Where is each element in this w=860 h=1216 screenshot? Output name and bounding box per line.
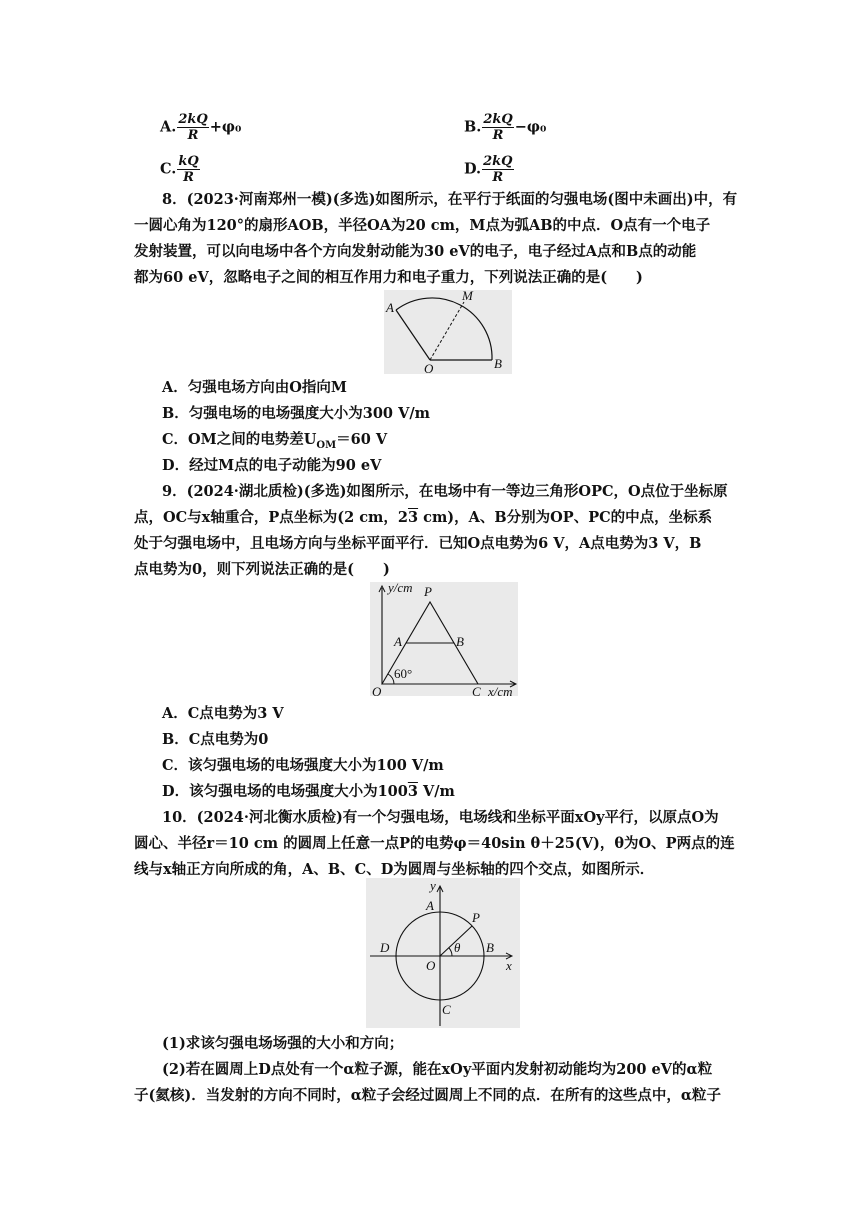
- x-axis-label: x/cm: [488, 684, 513, 699]
- q10-stem-line-1: 10．(2024·河北衡水质检)有一个匀强电场，电场线和坐标平面xOy平行，以原点O为: [162, 809, 719, 826]
- label-c: C: [442, 1002, 451, 1017]
- q8-option-b: B．匀强电场的电场强度大小为300 V/m: [162, 405, 430, 422]
- label-a: A: [426, 898, 434, 913]
- y-axis-label: y/cm: [388, 580, 413, 595]
- q10-sub-question-2-line-1: (2)若在圆周上D点处有一个α粒子源，能在xOy平面内发射初动能均为200 eV的α粒: [162, 1061, 713, 1078]
- q9-stem-line-2: 点，OC与x轴重合，P点坐标为(2 cm，23 cm)，A、B分别为OP、PC的中点，坐标系: [134, 509, 713, 526]
- label-y: y: [430, 878, 436, 893]
- q10-stem-line-3: 线与x轴正方向所成的角，A、B、C、D为圆周与坐标轴的四个交点，如图所示．: [134, 861, 655, 878]
- q8-option-d: D．经过M点的电子动能为90 eV: [162, 457, 382, 474]
- label-theta: θ: [454, 940, 461, 955]
- fraction: $\frac{2kQ}{R}$: [483, 112, 513, 143]
- q10-sub-question-2-line-2: 子(氦核)．当发射的方向不同时，α粒子会经过圆周上不同的点．在所有的这些点中，α粒子: [134, 1087, 722, 1104]
- label-o: O: [424, 361, 434, 376]
- q8-stem-line-1: 8．(2023·河南郑州一模)(多选)如图所示，在平行于纸面的匀强电场(图中未画出)中，有: [162, 191, 738, 208]
- q9-option-c: C．该匀强电场的电场强度大小为100 V/m: [162, 757, 444, 774]
- fraction: $\frac{kQ}{R}$: [178, 154, 199, 185]
- q10-sub-question-1: (1)求该匀强电场场强的大小和方向；: [162, 1035, 404, 1052]
- q8-option-c: C．OM之间的电势差$U_{OM}=60$ V: [162, 431, 388, 451]
- label-a: A: [386, 300, 394, 315]
- q9-stem-line-4: 点电势为0，则下列说法正确的是( ): [134, 561, 390, 578]
- q7-option-c: C. $\frac{kQ}{R}$: [160, 154, 199, 185]
- label-p: P: [472, 910, 480, 925]
- label-x: x: [506, 958, 512, 973]
- label-c: C: [472, 684, 481, 699]
- q9-option-a: A．C点电势为3 V: [162, 705, 284, 722]
- label-o: O: [372, 684, 382, 699]
- q9-option-b: B．C点电势为0: [162, 731, 269, 748]
- figure-background: [370, 582, 518, 696]
- label-o: O: [426, 958, 436, 973]
- q7-option-b: B. $\frac{2kQ}{R}$ −φ₀: [464, 112, 547, 143]
- sector-figure: [380, 288, 516, 376]
- q8-stem-line-4: 都为60 eV，忽略电子之间的相互作用力和电子重力，下列说法正确的是( ): [134, 269, 643, 286]
- label-p: P: [424, 584, 432, 599]
- label-angle: 60°: [394, 666, 413, 681]
- q7-option-a: A. $\frac{2kQ}{R}$ +φ₀: [160, 112, 242, 143]
- circle-figure: [362, 876, 524, 1030]
- label-m: M: [462, 288, 473, 303]
- label-b: B: [494, 356, 502, 371]
- label-b: B: [486, 940, 494, 955]
- q8-stem-line-2: 一圆心角为120°的扇形AOB，半径OA为20 cm，M点为弧AB的中点．O点有一个电子: [134, 217, 711, 234]
- triangle-figure: [366, 580, 522, 700]
- q8-stem-line-3: 发射装置，可以向电场中各个方向发射动能为30 eV的电子，电子经过A点和B点的动能: [134, 243, 697, 260]
- label-a: A: [394, 634, 402, 649]
- q9-stem-line-3: 处于匀强电场中，且电场方向与坐标平面平行．已知O点电势为6 V，A点电势为3 V，B: [134, 535, 702, 552]
- q8-option-a: A．匀强电场方向由O指向M: [162, 379, 347, 396]
- q7-option-d: D. $\frac{2kQ}{R}$: [464, 154, 513, 185]
- figure-background: [384, 290, 512, 374]
- label-d: D: [380, 940, 390, 955]
- q10-stem-line-2: 圆心、半径r＝10 cm 的圆周上任意一点P的电势φ＝40sin θ＋25(V)，θ为O、P两点的连: [134, 835, 735, 852]
- fraction: $\frac{2kQ}{R}$: [483, 154, 513, 185]
- label-b: B: [456, 634, 464, 649]
- q9-stem-line-1: 9．(2024·湖北质检)(多选)如图所示，在电场中有一等边三角形OPC，O点位于坐标原: [162, 483, 728, 500]
- q9-option-d: D．该匀强电场的电场强度大小为1003 V/m: [162, 783, 455, 800]
- fraction: $\frac{2kQ}{R}$: [178, 112, 208, 143]
